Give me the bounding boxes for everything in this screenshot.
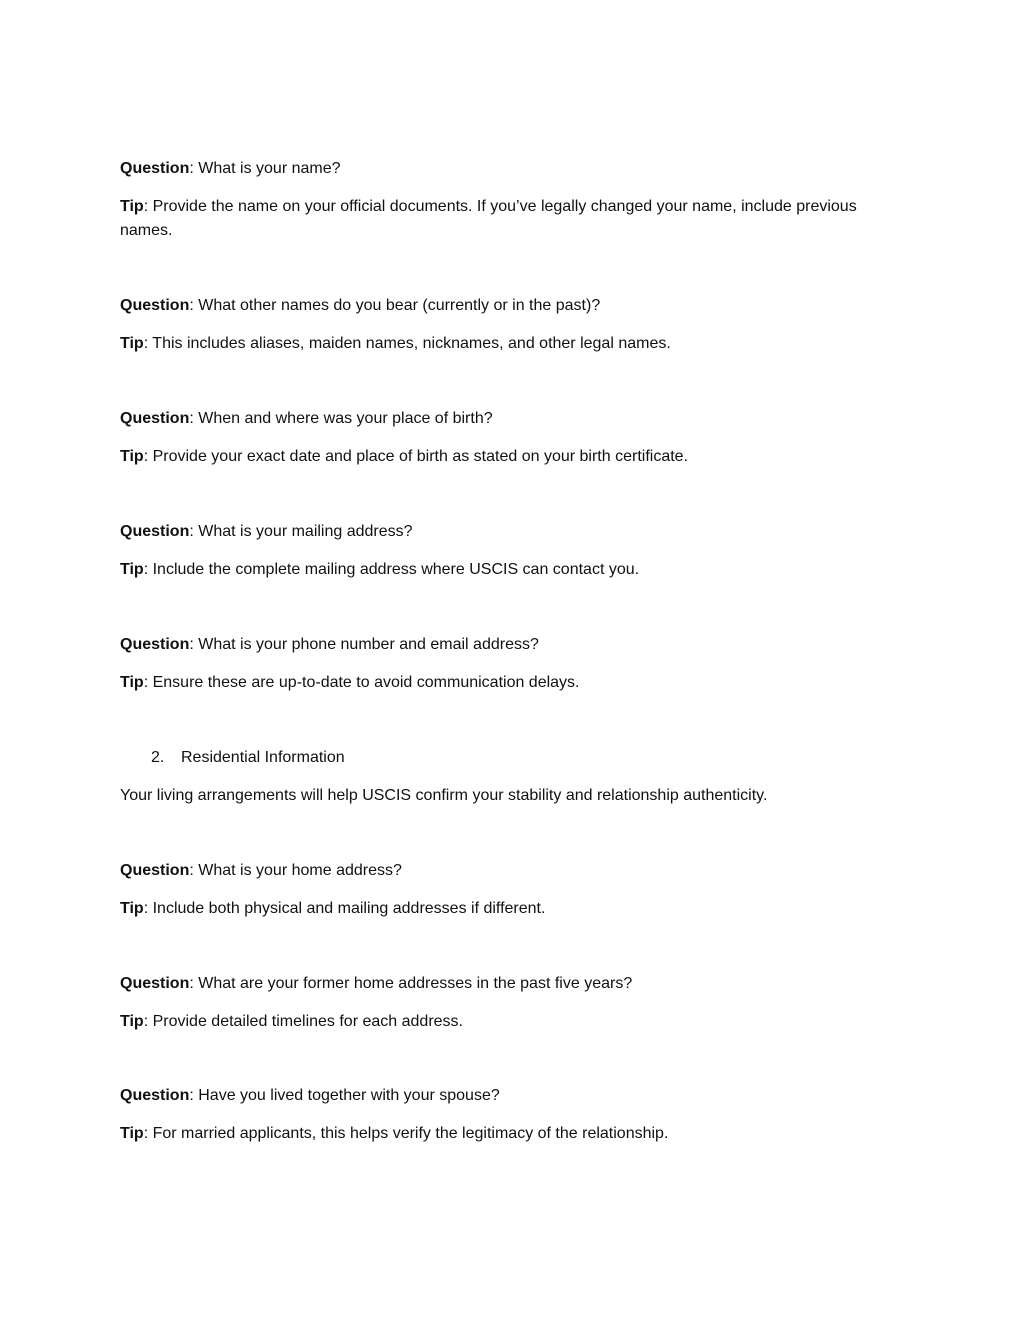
tip-line xyxy=(120,558,910,582)
question-label: Question xyxy=(120,975,190,992)
tip-text: : Ensure these are up-to-date to avoid communication delays. xyxy=(143,674,580,691)
question-label: Question xyxy=(120,523,190,540)
tip-label: Tip xyxy=(120,1125,144,1142)
question-line xyxy=(120,157,910,181)
tip-line xyxy=(120,1122,910,1146)
question-line xyxy=(120,633,910,657)
tip-line xyxy=(120,445,910,469)
tip-line xyxy=(120,1010,910,1034)
tip-label: Tip xyxy=(120,1013,144,1030)
question-label: Question xyxy=(120,636,190,653)
section-number: 2. xyxy=(151,749,165,766)
tip-line xyxy=(120,195,910,243)
question-text: : What are your former home addresses in the past five years? xyxy=(189,975,633,992)
tip-text: : This includes aliases, maiden names, nicknames, and other legal names. xyxy=(143,335,671,352)
question-text: : What other names do you bear (currently or in the past)? xyxy=(189,297,601,314)
tip-label: Tip xyxy=(120,448,144,465)
tip-label: Tip xyxy=(120,674,144,691)
question-text: : What is your mailing address? xyxy=(189,523,413,540)
question-line xyxy=(120,520,910,544)
question-line xyxy=(120,294,910,318)
question-label: Question xyxy=(120,160,190,177)
tip-text: : Provide detailed timelines for each address. xyxy=(143,1013,463,1030)
tip-label: Tip xyxy=(120,561,144,578)
question-label: Question xyxy=(120,410,190,427)
question-label: Question xyxy=(120,1087,190,1104)
question-text: : Have you lived together with your spouse? xyxy=(189,1087,500,1104)
tip-text: : For married applicants, this helps verify the legitimacy of the relationship. xyxy=(143,1125,669,1142)
tip-label: Tip xyxy=(120,198,144,215)
question-line xyxy=(120,972,910,996)
question-text: : When and where was your place of birth? xyxy=(189,410,493,427)
tip-text: : Include both physical and mailing addresses if different. xyxy=(143,900,546,917)
question-label: Question xyxy=(120,862,190,879)
question-label: Question xyxy=(120,297,190,314)
question-line xyxy=(120,859,910,883)
tip-text: : Provide the name on your official documents. If you’ve legally changed your name, include previous names. xyxy=(120,198,857,239)
tip-line xyxy=(120,897,910,921)
question-line xyxy=(120,1084,910,1108)
section-heading: Residential Information xyxy=(181,749,345,766)
tip-line xyxy=(120,332,910,356)
section-intro: Your living arrangements will help USCIS confirm your stability and relationship authenticity. xyxy=(120,787,768,804)
tip-text: : Include the complete mailing address where USCIS can contact you. xyxy=(143,561,640,578)
tip-line xyxy=(120,671,910,695)
question-text: : What is your name? xyxy=(189,160,341,177)
tip-text: : Provide your exact date and place of birth as stated on your birth certificate. xyxy=(143,448,688,465)
question-text: : What is your home address? xyxy=(189,862,402,879)
tip-label: Tip xyxy=(120,900,144,917)
question-line xyxy=(120,407,910,431)
question-text: : What is your phone number and email address? xyxy=(189,636,539,653)
tip-label: Tip xyxy=(120,335,144,352)
